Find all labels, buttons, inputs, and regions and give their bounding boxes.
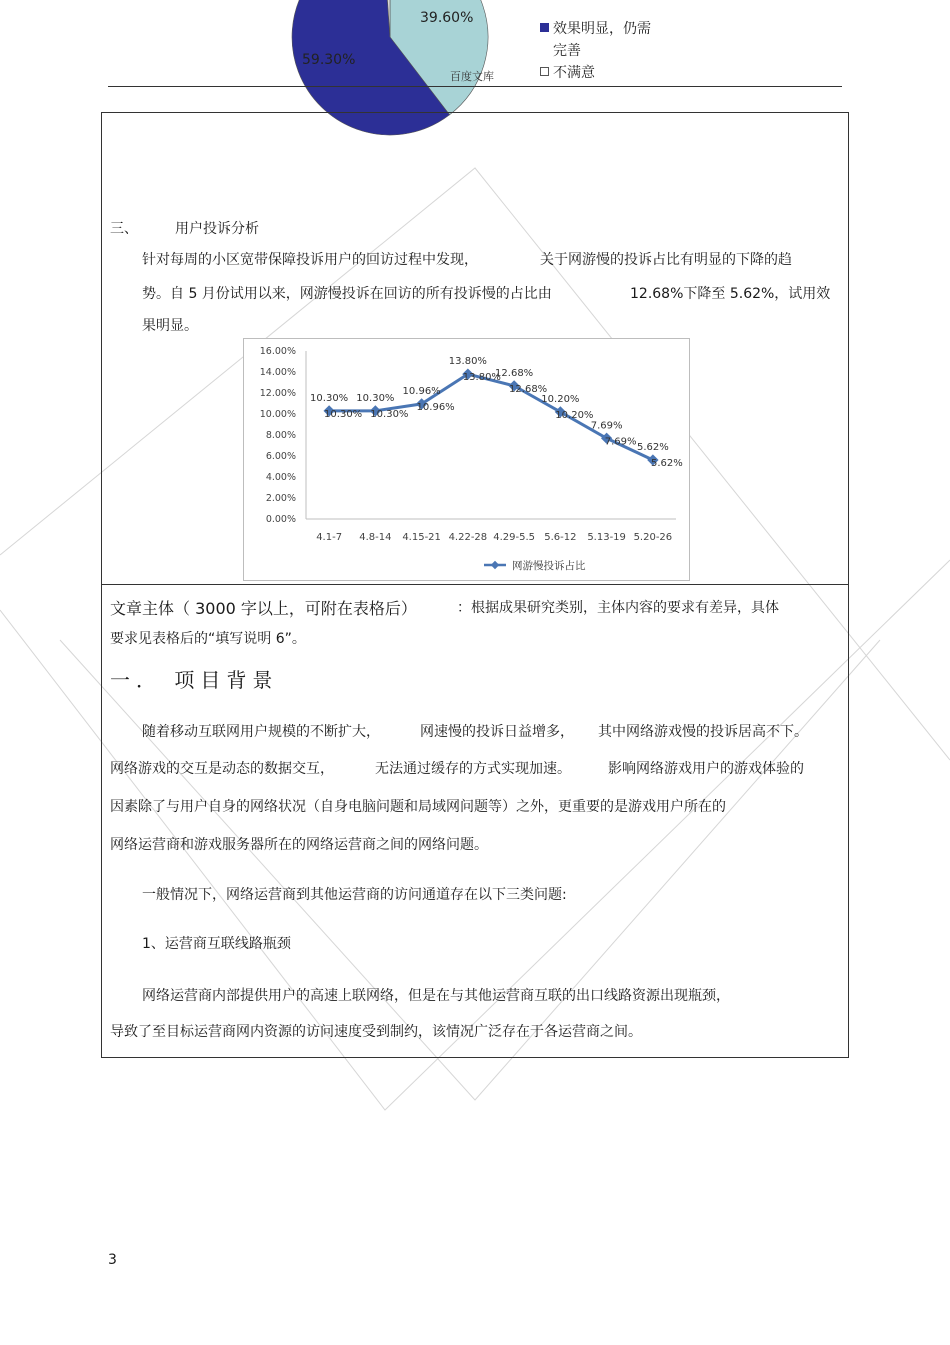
- main-intro-2: 要求见表格后的“填写说明 6”。: [110, 631, 306, 647]
- data-label-duplicate: 7.69%: [604, 436, 637, 448]
- pie-legend: [540, 18, 651, 84]
- legend-label-improve-2: 完善: [553, 43, 581, 59]
- y-tick-label: 2.00%: [265, 493, 296, 504]
- p1-line4: 网络运营商和游戏服务器所在的网络运营商之间的网络问题。: [110, 837, 488, 853]
- p1-line2a: 网络游戏的交互是动态的数据交互，: [110, 761, 334, 777]
- x-tick-label: 5.13-19: [587, 532, 626, 543]
- section-number: 三、: [110, 221, 138, 237]
- list-item-1: 1、运营商互联线路瓶颈: [142, 936, 291, 952]
- analysis-line2a: 势。自 5 月份试用以来，网游慢投诉在回访的所有投诉慢的占比由: [142, 286, 552, 302]
- section-title: 用户投诉分析: [175, 221, 259, 237]
- data-label: 10.96%: [402, 385, 441, 397]
- p1-line1b: 网速慢的投诉日益增多，: [420, 724, 574, 740]
- data-label: 10.30%: [356, 392, 395, 404]
- x-tick-label: 4.8-14: [359, 532, 392, 543]
- y-tick-label: 12.00%: [259, 388, 296, 399]
- legend-item-improve: [540, 18, 651, 40]
- complaint-ratio-chart: [243, 338, 690, 581]
- y-tick-label: 16.00%: [259, 346, 296, 357]
- y-tick-label: 14.00%: [259, 367, 296, 378]
- data-label-duplicate: 10.96%: [416, 401, 455, 413]
- y-tick-label: 0.00%: [265, 514, 296, 525]
- analysis-line1b: 关于网游慢的投诉占比有明显的下降的趋: [540, 252, 792, 268]
- p3-line1: 网络运营商内部提供用户的高速上联网络，但是在与其他运营商互联的出口线路资源出现瓶颈，: [142, 988, 730, 1004]
- main-intro-1b: ：根据成果研究类别，主体内容的要求有差异，具体: [457, 600, 779, 616]
- p1-line1a: 随着移动互联网用户规模的不断扩大，: [142, 724, 380, 740]
- x-tick-label: 5.6-12: [544, 532, 577, 543]
- data-label: 13.80%: [448, 356, 487, 368]
- data-label-duplicate: 10.30%: [324, 408, 363, 420]
- legend-swatch-white: [540, 67, 549, 76]
- pie-label-light: 39.60%: [420, 10, 474, 26]
- y-tick-label: 4.00%: [265, 472, 296, 483]
- main-intro-1a: 文章主体（ 3000 字以上，可附在表格后）: [110, 599, 417, 618]
- y-tick-label: 10.00%: [259, 409, 296, 420]
- x-tick-label: 4.29-5.5: [493, 532, 536, 543]
- x-tick-label: 4.1-7: [316, 532, 343, 543]
- legend-swatch-dark-blue: [540, 23, 549, 32]
- analysis-line2b: 12.68%下降至 5.62%，试用效: [630, 286, 831, 302]
- legend-marker: [491, 561, 499, 569]
- line-chart-svg: [244, 339, 689, 580]
- legend-label-unsatisfied: 不满意: [553, 65, 595, 81]
- analysis-line1a: 针对每周的小区宽带保障投诉用户的回访过程中发现，: [142, 252, 478, 268]
- legend-item-unsatisfied: [540, 62, 651, 84]
- data-label: 10.30%: [310, 392, 349, 404]
- page-number: 3: [108, 1252, 117, 1268]
- y-tick-label: 8.00%: [265, 430, 296, 441]
- data-label-duplicate: 5.62%: [650, 457, 683, 469]
- project-background-heading: 一． 项目背景: [110, 668, 279, 692]
- p3-line2: 导致了至目标运营商网内资源的访问速度受到制约，该情况广泛存在于各运营商之间。: [110, 1024, 642, 1040]
- x-tick-label: 4.15-21: [402, 532, 441, 543]
- data-label: 10.20%: [541, 393, 580, 405]
- data-label-duplicate: 13.80%: [462, 372, 501, 384]
- data-label-duplicate: 12.68%: [509, 383, 548, 395]
- x-tick-label: 5.20-26: [633, 532, 673, 543]
- legend-label: 网游慢投诉占比: [512, 560, 586, 572]
- x-tick-label: 4.22-28: [448, 532, 488, 543]
- p1-line2c: 影响网络游戏用户的游戏体验的: [608, 761, 804, 777]
- data-label-duplicate: 10.20%: [555, 409, 594, 421]
- header-rule: [108, 86, 842, 87]
- p1-line1c: 其中网络游戏慢的投诉居高不下。: [598, 724, 808, 740]
- analysis-line3: 果明显。: [142, 318, 198, 334]
- data-label: 5.62%: [636, 441, 669, 453]
- pie-label-dark: 59.30%: [302, 52, 356, 68]
- baidu-watermark-text: 百度文库: [450, 70, 494, 83]
- y-tick-label: 6.00%: [265, 451, 296, 462]
- data-label: 7.69%: [590, 420, 623, 432]
- data-label: 12.68%: [495, 367, 534, 379]
- legend-label-improve: 效果明显，仍需: [553, 21, 651, 37]
- p2: 一般情况下，网络运营商到其他运营商的访问通道存在以下三类问题:: [142, 887, 567, 903]
- data-label-duplicate: 10.30%: [370, 408, 409, 420]
- p1-line2b: 无法通过缓存的方式实现加速。: [375, 761, 571, 777]
- p1-line3: 因素除了与用户自身的网络状况（自身电脑问题和局域网问题等）之外，更重要的是游戏用户所在的: [110, 799, 726, 815]
